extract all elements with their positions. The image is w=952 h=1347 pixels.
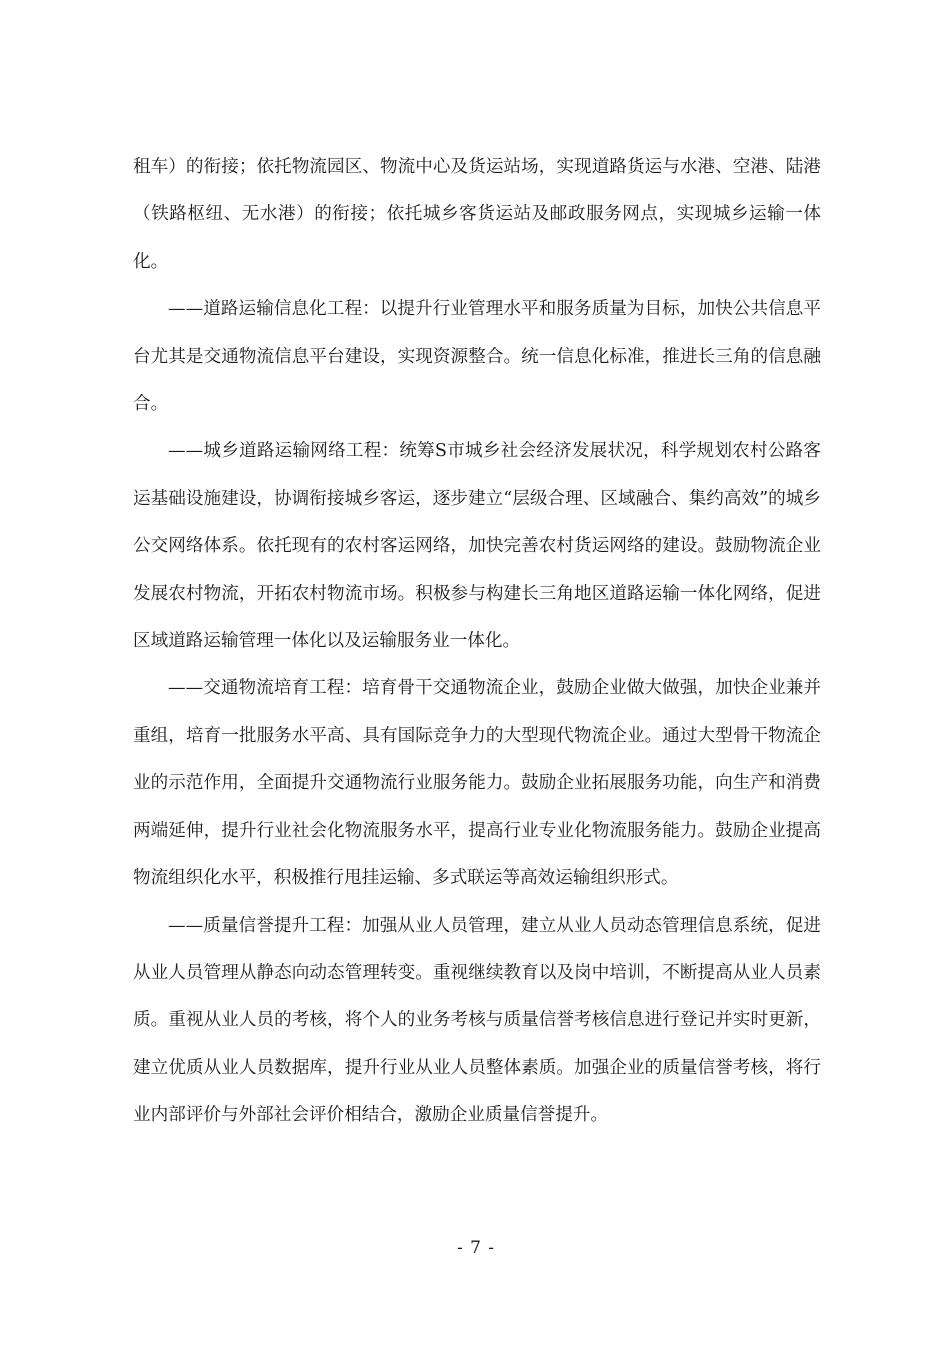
paragraph-urban-rural-network: ——城乡道路运输网络工程：统筹S市城乡社会经济发展状况，科学规划农村公路客运基础设施建设，协调衔接城乡客运，逐步建立“层级合理、区域融合、集约高效”的城乡公交网络体系。依托现有的农村客运网络，加快完善农村货运网络的建设。鼓励物流企业发展农村物流，开拓农村物流市场。积极参与构建长三角地区道路运输一体化网络，促进区域道路运输管理一体化以及运输服务业一体化。 [133, 441, 821, 652]
paragraph-quality-credit: ——质量信誉提升工程：加强从业人员管理，建立从业人员动态管理信息系统，促进从业人员管理从静态向动态管理转变。重视继续教育以及岗中培训，不断提高从业人员素质。重视从业人员的考核，将个人的业务考核与质量信誉考核信息进行登记并实时更新，建立优质从业人员数据库，提升行业从业人员整体素质。加强企业的质量信誉考核，将行业内部评价与外部社会评价相结合，激励企业质量信誉提升。 [133, 915, 821, 1126]
paragraph-continuation: 租车）的衔接；依托物流园区、物流中心及货运站场，实现道路货运与水港、空港、陆港（铁路枢纽、无水港）的衔接；依托城乡客货运站及邮政服务网点，实现城乡运输一体化。 [133, 157, 821, 272]
paragraph-road-informatization: ——道路运输信息化工程：以提升行业管理水平和服务质量为目标，加快公共信息平台尤其是交通物流信息平台建设，实现资源整合。统一信息化标准，推进长三角的信息融合。 [133, 299, 821, 415]
page-number: - 7 - [456, 1238, 496, 1258]
body-text [133, 144, 821, 1140]
paragraph-logistics-cultivation: ——交通物流培育工程：培育骨干交通物流企业，鼓励企业做大做强，加快企业兼并重组，培育一批服务水平高、具有国际竞争力的大型现代物流企业。通过大型骨干物流企业的示范作用，全面提升交通物流行业服务能力。鼓励企业拓展服务功能，向生产和消费两端延伸，提升行业社会化物流服务水平，提高行业专业化物流服务能力。鼓励企业提高物流组织化水平，积极推行甩挂运输、多式联运等高效运输组织形式。 [133, 678, 821, 889]
